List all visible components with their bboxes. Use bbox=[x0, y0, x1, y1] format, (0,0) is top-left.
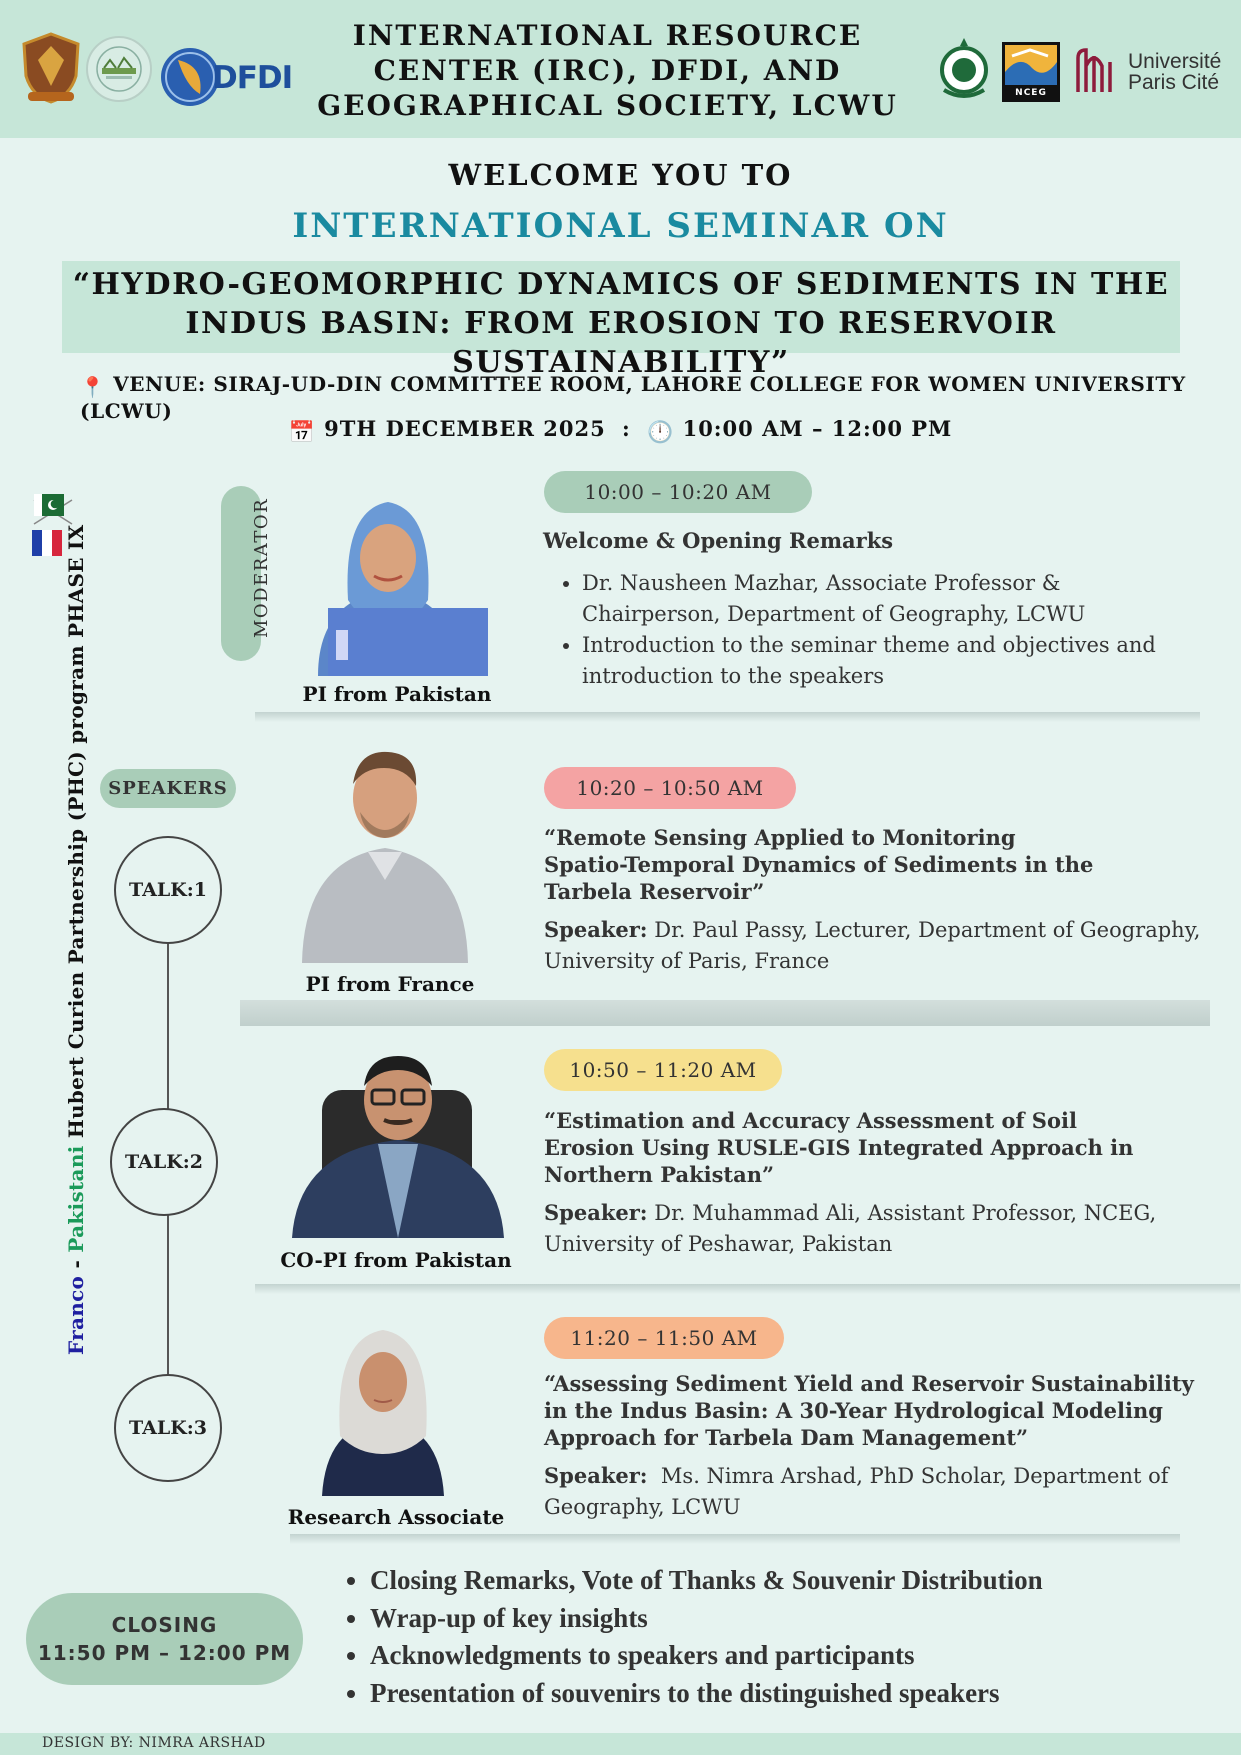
list-item: • Introduction to the seminar theme and objectives and introduction to the speakers bbox=[582, 630, 1194, 692]
program-franco: Franco bbox=[64, 1275, 88, 1355]
speaker-name: Ms. Nimra Arshad, PhD Scholar, Department of Geography, LCWU bbox=[544, 1464, 1176, 1519]
list-item: • Closing Remarks, Vote of Thanks & Souvenir Distribution bbox=[370, 1562, 1210, 1600]
list-item: • Presentation of souvenirs to the distinguished speakers bbox=[370, 1675, 1210, 1713]
calendar-icon: 📅 bbox=[288, 419, 316, 444]
event-time: 10:00 AM – 12:00 PM bbox=[682, 416, 953, 441]
dfdi-logo bbox=[160, 46, 293, 108]
session-1-time: 10:00 – 10:20 AM bbox=[544, 471, 812, 513]
nceg-logo-text: NCEG bbox=[1015, 88, 1047, 98]
speaker-3-role: Research Associate bbox=[287, 1505, 505, 1529]
moderator-label-text: MODERATOR bbox=[251, 497, 272, 638]
upc-line1: Université bbox=[1128, 50, 1222, 73]
closing-label bbox=[26, 1593, 303, 1685]
list-item: • Wrap-up of key insights bbox=[370, 1600, 1210, 1638]
clock-icon: 🕛 bbox=[647, 419, 675, 444]
venue-text: VENUE: SIRAJ-UD-DIN COMMITTEE ROOM, LAHORE COLLEGE FOR WOMEN UNIVERSITY (LCWU) bbox=[80, 372, 1186, 423]
moderator-role: PI from Pakistan bbox=[302, 682, 492, 706]
speaker-label: Speaker: bbox=[544, 917, 648, 942]
session-3-title: “Estimation and Accuracy Assessment of Soil Erosion Using RUSLE-GIS Integrated Approach in Northern Pakistan” bbox=[544, 1108, 1134, 1187]
seminar-heading: INTERNATIONAL SEMINAR ON bbox=[292, 206, 949, 246]
talk-1-marker: TALK:1 bbox=[114, 836, 222, 944]
session-2-time: 10:20 – 10:50 AM bbox=[544, 767, 796, 809]
header-title: INTERNATIONAL RESOURCE CENTER (IRC), DFDI, AND GEOGRAPHICAL SOCIETY, LCWU bbox=[317, 19, 898, 122]
section-divider bbox=[240, 1000, 1210, 1026]
session-3-speaker bbox=[544, 1197, 1204, 1260]
session-2-speaker bbox=[544, 914, 1214, 977]
dfdi-logo-text: DFDI bbox=[212, 60, 293, 96]
program-pakistani: Pakistani bbox=[64, 1145, 88, 1253]
speaker-label: Speaker: bbox=[544, 1200, 648, 1225]
program-rest: Hubert Curien Partnership (PHC) program PHASE IX bbox=[64, 524, 88, 1146]
closing-time: 11:50 PM – 12:00 PM bbox=[37, 1641, 292, 1665]
speaker-3-photo bbox=[312, 1316, 454, 1496]
moderator-photo bbox=[288, 480, 488, 676]
closing-items bbox=[330, 1562, 1210, 1712]
session-4-speaker bbox=[544, 1460, 1184, 1523]
speaker-name: Dr. Muhammad Ali, Assistant Professor, NCEG, University of Peshawar, Pakistan bbox=[544, 1201, 1157, 1256]
session-3-time: 10:50 – 11:20 AM bbox=[544, 1049, 782, 1091]
talk-2-marker: TALK:2 bbox=[110, 1108, 218, 1216]
speaker-2-role: CO-PI from Pakistan bbox=[280, 1248, 512, 1272]
list-item: • Acknowledgments to speakers and participants bbox=[370, 1637, 1210, 1675]
welcome-heading: WELCOME YOU TO bbox=[448, 158, 793, 192]
speakers-label: SPEAKERS bbox=[100, 769, 236, 808]
lcwu-crest-logo bbox=[18, 30, 84, 106]
speaker-name: Dr. Paul Passy, Lecturer, Department of Geography, University of Paris, France bbox=[544, 918, 1201, 973]
location-pin-icon: 📍 bbox=[80, 375, 106, 399]
moderator-label bbox=[221, 486, 272, 661]
session-4-card-shadow bbox=[290, 1534, 1180, 1544]
footer-band bbox=[0, 1733, 1241, 1755]
header-band bbox=[0, 0, 1241, 138]
hec-logo bbox=[934, 32, 994, 104]
list-item: • Dr. Nausheen Mazhar, Associate Professor & Chairperson, Department of Geography, LCWU bbox=[582, 568, 1194, 630]
speaker-label: Speaker: bbox=[544, 1463, 648, 1488]
talk-3-marker: TALK:3 bbox=[114, 1374, 222, 1482]
nceg-logo bbox=[1002, 42, 1060, 102]
program-dash: - bbox=[64, 1252, 88, 1276]
session-3-card-shadow bbox=[255, 1284, 1240, 1294]
geographical-society-logo bbox=[86, 36, 152, 102]
upc-line2: Paris Cité bbox=[1128, 71, 1220, 94]
speaker-2-photo bbox=[292, 1040, 504, 1238]
universite-paris-cite-logo bbox=[1072, 46, 1232, 96]
closing-label-text: CLOSING bbox=[111, 1613, 218, 1637]
date-time-line bbox=[0, 416, 1241, 445]
speaker-1-photo bbox=[298, 740, 472, 963]
session-4-time: 11:20 – 11:50 AM bbox=[544, 1317, 784, 1359]
program-vertical-text bbox=[64, 524, 88, 1355]
seminar-topic: “HYDRO-GEOMORPHIC DYNAMICS OF SEDIMENTS IN THE INDUS BASIN: FROM EROSION TO RESERVOIR SUSTAINABILITY” bbox=[62, 261, 1180, 353]
date-time-separator: : bbox=[622, 416, 631, 441]
session-4-title: “Assessing Sediment Yield and Reservoir Sustainability in the Indus Basin: A 30-Year Hydrological Modeling Approach for Tarbela Dam Management” bbox=[544, 1371, 1194, 1450]
session-1-title: Welcome & Opening Remarks bbox=[543, 528, 894, 553]
speaker-1-role: PI from France bbox=[305, 972, 475, 996]
design-credit: DESIGN BY: NIMRA ARSHAD bbox=[42, 1735, 266, 1751]
session-1-card-shadow bbox=[255, 712, 1200, 722]
session-1-bullets bbox=[544, 568, 1194, 692]
event-date: 9TH DECEMBER 2025 bbox=[324, 416, 606, 441]
session-2-title: “Remote Sensing Applied to Monitoring Spatio-Temporal Dynamics of Sediments in the Tarbela Reservoir” bbox=[544, 825, 1094, 904]
